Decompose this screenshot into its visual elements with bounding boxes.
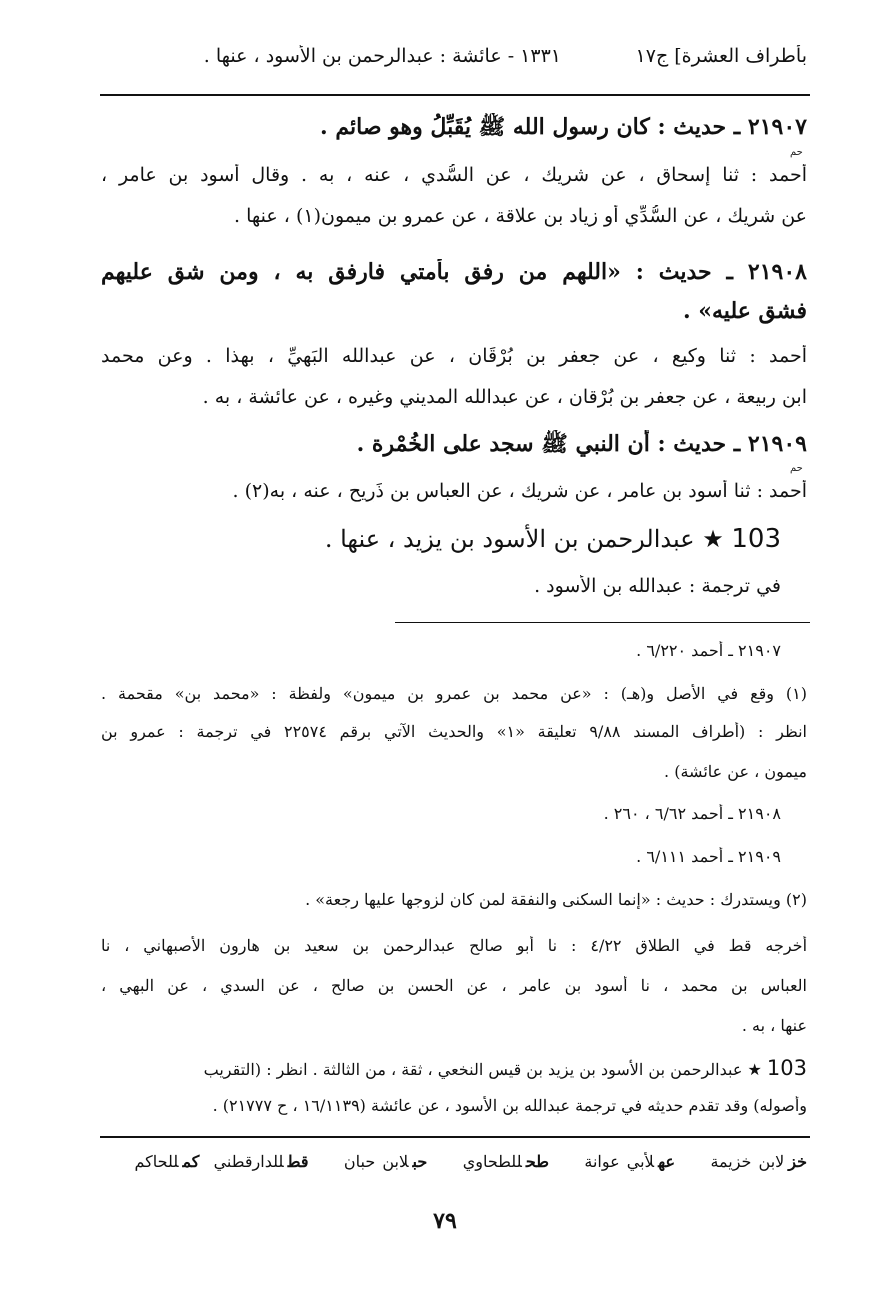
isnad-line: عن شريك ، عن السُّدِّي أو زياد بن علاقة ، عن عمرو بن ميمون(١) ، عنها . [234,205,807,227]
abbr-item: حبلابن حبان [343,1152,428,1171]
hadith-heading: ٢١٩٠٨ ـ حديث : «اللهم من رفق بأمتي فارفق به ، ومن شق عليهم [101,259,807,285]
running-header-right: بأطراف العشرة] ج١٧ [635,45,807,67]
translation-heading [101,524,781,554]
footnote-line: العباس بن محمد ، نا أسود بن عامر ، عن الحسن بن صالح ، عن السدي ، عن البهي ، [101,976,807,995]
footnote-line: أخرجه قط في الطلاق ٤/٢٢ : نا أبو صالح عبدالرحمن بن سعيد بن هارون الأصبهاني ، نا [101,936,807,955]
footnote-line: ٢١٩٠٩ ـ أحمد ٦/١١١ . [636,847,781,866]
isnad-line: أحمد : ثنا أسود بن عامر ، عن شريك ، عن العباس بن ذَرِيح ، عنه ، به(٢) . [232,480,807,502]
header-rule [100,94,810,96]
page-number: ٧٩ [433,1208,457,1234]
abbreviation-key [101,1152,807,1171]
translation-name: عبدالرحمن بن الأسود بن يزيد ، عنها . [324,525,695,553]
source-mark: حم [790,463,803,474]
footnote-line: عنها ، به . [741,1016,807,1035]
abbr-item: قطللدارقطني [213,1152,309,1171]
footnote-line: ميمون ، عن عائشة) . [664,762,807,781]
star-icon: ★ [702,525,724,553]
isnad-line: أحمد : ثنا إسحاق ، عن شريك ، عن السُّدي ، عنه ، به . وقال أسود بن عامر ، [101,164,807,186]
footnote-line: وأصوله) وقد تقدم حديثه في ترجمة عبدالله بن الأسود ، عن عائشة (١٦/١١٣٩ ، ح ٢١٧٧٧) . [212,1096,807,1115]
isnad-line: أحمد : ثنا وكيع ، عن جعفر بن بُرْقَان ، عن عبدالله البَهيِّ ، بهذا . وعن محمد [101,345,807,367]
abbr-item: عهلأبي عوانة [584,1152,675,1171]
running-header-left: ١٣٣١ - عائشة : عبدالرحمن بن الأسود ، عنها . [203,45,561,67]
footnote-line [101,1056,807,1080]
isnad-line: ابن ربيعة ، عن جعفر بن بُرْقان ، عن عبدالله المديني وغيره ، عن عائشة ، به . [202,386,807,408]
translation-number: 103 [731,524,781,554]
footnote-line: انظر : (أطراف المسند ٩/٨٨ تعليقة «١» والحديث الآتي برقم ٢٢٥٧٤ في ترجمة : عمرو بن [101,722,807,741]
source-mark: حم [790,147,803,158]
footnote-line: ٢١٩٠٨ ـ أحمد ٦/٦٢ ، ٢٦٠ . [603,804,781,823]
hadith-heading: ٢١٩٠٧ ـ حديث : كان رسول الله ﷺ يُقَبِّلُ وهو صائم . [320,114,807,140]
footnote-star-text: عبدالرحمن بن الأسود بن يزيد بن قيس النخعي ، ثقة ، من الثالثة . انظر : (التقريب [203,1060,743,1079]
abbr-item: كمللحاكم [134,1152,200,1171]
abbr-item: خزلابن خزيمة [710,1152,807,1171]
footnote-line: (١) وقع في الأصل و(هـ) : «عن محمد بن عمرو بن ميمون» ولفظة : «محمد بن» مقحمة . [101,684,807,703]
star-icon: ★ [747,1060,762,1079]
footnote-star-number: 103 [766,1056,807,1080]
abbreviation-rule [100,1136,810,1138]
hadith-heading-cont: فشق عليه» . [682,298,807,324]
abbr-item: طحللطحاوي [462,1152,549,1171]
hadith-heading: ٢١٩٠٩ ـ حديث : أن النبي ﷺ سجد على الخُمْرة . [356,431,807,457]
footnote-rule [395,622,810,623]
footnote-line: ٢١٩٠٧ ـ أحمد ٦/٢٢٠ . [636,641,781,660]
footnote-line: (٢) ويستدرك : حديث : «إنما السكنى والنفقة لمن كان لزوجها عليها رجعة» . [305,890,807,909]
translation-note: في ترجمة : عبدالله بن الأسود . [534,575,781,597]
